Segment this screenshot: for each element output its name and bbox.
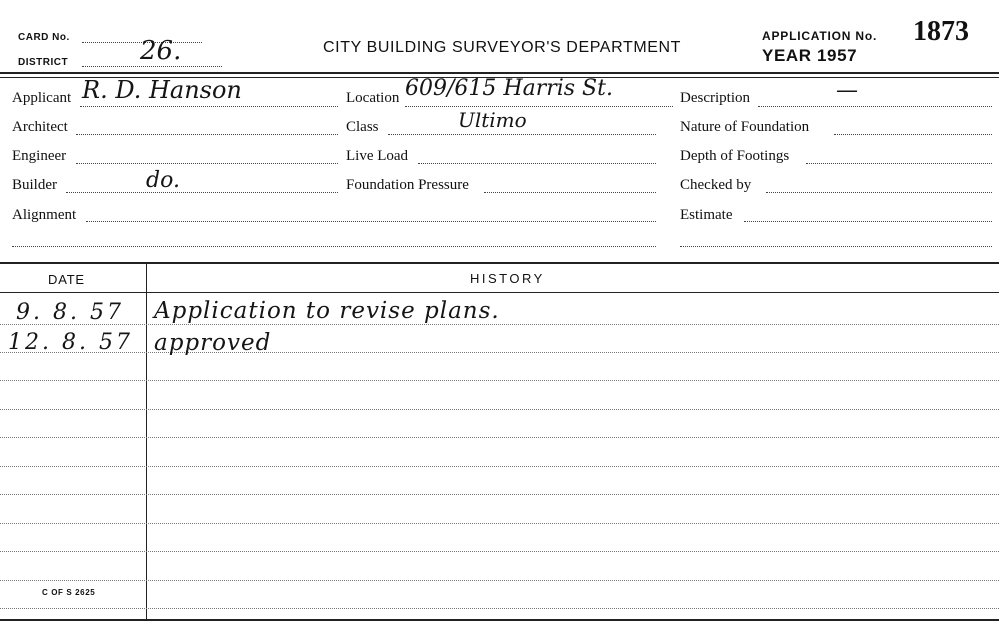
class-value: Ultimo	[458, 108, 527, 132]
alignment-line-2	[12, 246, 656, 247]
ruled-line	[0, 494, 999, 495]
builder-label: Builder	[12, 177, 57, 193]
history-entry-date: 12. 8. 57	[8, 330, 133, 355]
year-label: YEAR 1957	[762, 46, 858, 65]
ruled-line	[0, 523, 999, 524]
checked-by-line	[766, 192, 992, 193]
depth-of-footings-line	[806, 163, 992, 164]
estimate-label: Estimate	[680, 207, 733, 223]
ruled-line	[0, 551, 999, 552]
district-line	[82, 66, 222, 67]
history-top-border	[0, 262, 999, 264]
class-line	[388, 134, 656, 135]
form-code: C OF S 2625	[42, 588, 96, 597]
history-entry-text: approved	[154, 330, 272, 356]
live-load-line	[418, 163, 656, 164]
description-label: Description	[680, 90, 750, 106]
applicant-value: R. D. Hanson	[82, 76, 242, 104]
engineer-label: Engineer	[12, 148, 67, 164]
ruled-line	[0, 352, 999, 353]
alignment-label: Alignment	[12, 207, 77, 223]
class-label: Class	[346, 119, 379, 135]
history-entry-text: Application to revise plans.	[154, 298, 500, 324]
builder-line	[66, 192, 338, 193]
ruled-line	[0, 466, 999, 467]
date-header: DATE	[48, 272, 85, 287]
card-no-label: CARD No.	[18, 32, 70, 43]
engineer-line	[76, 163, 338, 164]
department-title: CITY BUILDING SURVEYOR'S DEPARTMENT	[323, 39, 682, 56]
history-header: HISTORY	[470, 271, 545, 286]
application-no-label: APPLICATION No.	[762, 29, 878, 43]
history-header-divider	[0, 292, 999, 293]
foundation-pressure-label: Foundation Pressure	[346, 177, 469, 193]
builder-value: do.	[146, 168, 180, 193]
card-bottom-border	[0, 619, 999, 621]
history-entry-date: 9. 8. 57	[16, 300, 124, 325]
ruled-line	[0, 409, 999, 410]
estimate-line	[744, 221, 992, 222]
date-column-divider	[146, 264, 147, 619]
description-line	[758, 106, 992, 107]
location-label: Location	[346, 90, 400, 106]
depth-of-footings-label: Depth of Footings	[680, 148, 790, 164]
live-load-label: Live Load	[346, 148, 409, 164]
ruled-line	[0, 380, 999, 381]
foundation-pressure-line	[484, 192, 656, 193]
description-value: —	[836, 78, 858, 103]
location-value: 609/615 Harris St.	[405, 76, 613, 101]
location-line	[405, 106, 673, 107]
ruled-line	[0, 437, 999, 438]
applicant-line	[80, 106, 338, 107]
nature-of-foundation-label: Nature of Foundation	[680, 119, 810, 135]
nature-of-foundation-line	[834, 134, 992, 135]
alignment-line	[86, 221, 656, 222]
district-value: 26.	[140, 36, 182, 66]
ruled-line	[0, 324, 999, 325]
estimate-line-2	[680, 246, 992, 247]
application-no-value: 1873	[913, 16, 969, 47]
applicant-label: Applicant	[12, 90, 72, 106]
district-label: DISTRICT	[18, 57, 69, 68]
ruled-line	[0, 608, 999, 609]
header-divider	[0, 72, 999, 74]
checked-by-label: Checked by	[680, 177, 752, 193]
ruled-line	[0, 580, 999, 581]
architect-label: Architect	[12, 119, 68, 135]
architect-line	[76, 134, 338, 135]
